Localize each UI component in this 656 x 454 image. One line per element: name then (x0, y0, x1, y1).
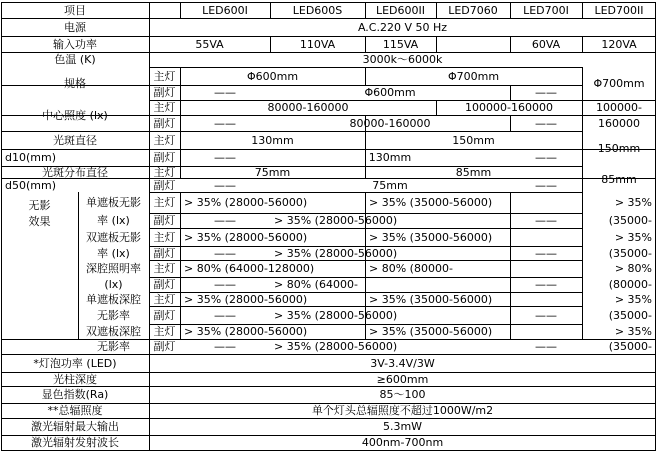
color-temp-label: 色温 (K) (54, 53, 96, 66)
shadowless-row-2-last-2: (80000- (608, 278, 652, 291)
shadowless-row-2-aux-dash: —— (214, 278, 236, 291)
shadowless-row-3-aux-dash: —— (214, 308, 236, 322)
column-depth-label: 光柱深度 (53, 372, 97, 386)
shadowless-row-3-name-1: 单遮板深腔 (86, 292, 141, 306)
shadowless-row-4-name-1: 双遮板深腔 (86, 325, 141, 338)
shadowless-row-2-last-1: > 80% (614, 262, 652, 275)
spot-dist-aux-role: 副灯 (153, 178, 176, 192)
illum-last-1: 100000- (596, 101, 642, 114)
shadowless-row-0-last-2: (35000- (608, 214, 652, 227)
shadowless-row-4-main-role: 主灯 (153, 325, 176, 338)
model-3: LED7060 (448, 3, 498, 17)
spec-main-role: 主灯 (153, 69, 176, 83)
shadowless-row-4-aux-dash-2: —— (535, 340, 557, 353)
shadowless-row-2-aux-role: 副灯 (153, 278, 176, 291)
shadowless-row-0-aux-role: 副灯 (153, 214, 176, 227)
shadowless-row-3-name-2: 无影率 (97, 308, 130, 322)
spot-dia-label: 光斑直径 (53, 133, 97, 147)
spec-aux: Φ600mm (364, 86, 416, 99)
input-power-1: 110VA (299, 37, 336, 51)
power-label: 电源 (64, 20, 86, 34)
spot-dist-aux: 75mm (372, 178, 408, 192)
shadowless-row-3-aux: > 35% (28000-56000) (274, 308, 398, 322)
spot-dia-aux-role: 副灯 (153, 151, 176, 164)
shadowless-row-2-name-2: (lx) (104, 278, 123, 291)
shadowless-row-0-last-1: > 35% (614, 196, 652, 209)
spot-dia-main-b: 150mm (452, 133, 495, 147)
shadowless-row-2-main-role: 主灯 (153, 262, 176, 275)
shadowless-row-1-aux-role: 副灯 (153, 246, 176, 260)
shadowless-row-0-aux: > 35% (28000-56000) (274, 214, 398, 227)
shadowless-row-1-main-a: > 35% (28000-56000) (184, 230, 308, 244)
spot-dia-aux: 130mm (368, 151, 412, 164)
spot-dist-label: 光斑分布直径 (42, 166, 108, 178)
shadowless-row-0-aux-dash-2: —— (535, 214, 557, 227)
shadowless-row-4-name-2: 无影率 (97, 340, 130, 353)
illum-main-a: 80000-160000 (267, 101, 349, 114)
shadowless-row-3-aux-dash-2: —— (535, 308, 557, 322)
shadowless-row-1-main-b: > 35% (35000-56000) (369, 230, 493, 244)
shadowless-row-2-main-a: > 80% (64000-128000) (184, 262, 315, 275)
shadowless-row-4-aux-role: 副灯 (153, 340, 176, 353)
laser-max-label: 激光辐射最大输出 (31, 420, 119, 433)
spot-dia-sub: d10(mm) (5, 151, 56, 164)
spot-dist-aux-dash: —— (214, 178, 236, 192)
shadowless-row-4-aux-dash: —— (214, 340, 236, 353)
irradiance-label: **总辐照度 (47, 404, 103, 417)
spot-dist-main-b: 85mm (455, 166, 492, 178)
spec-main-b: Φ700mm (447, 69, 500, 83)
irradiance-value: 单个灯头总辐照度不超过1000W/m2 (311, 404, 494, 417)
shadowless-row-1-aux: > 35% (28000-56000) (274, 246, 398, 260)
input-power-2: 115VA (382, 37, 419, 51)
shadowless-row-2-main-b: > 80% (80000- (369, 262, 453, 275)
spot-dist-aux-dash-2: —— (535, 178, 557, 192)
shadowless-row-4-aux: > 35% (28000-56000) (274, 340, 398, 353)
spot-dia-last: 150mm (597, 142, 641, 155)
power-value: A.C.220 V 50 Hz (357, 20, 448, 34)
spec-main-a: Φ600mm (246, 69, 299, 83)
spot-dia-aux-dash-2: —— (535, 151, 557, 164)
illum-label: 中心照度 (lx) (42, 109, 108, 122)
cri-label: 显色指数(Ra) (41, 388, 109, 401)
shadowless-row-2-aux-dash-2: —— (535, 278, 557, 291)
shadowless-row-4-last-1: > 35% (614, 325, 652, 338)
shadowless-label-1: 无影 (28, 199, 51, 212)
shadowless-row-0-name-1: 单遮板无影 (86, 196, 141, 209)
model-5: LED700II (594, 3, 644, 17)
shadowless-row-4-last-2: (35000- (608, 340, 652, 353)
illum-aux-dash: —— (214, 116, 236, 130)
model-2: LED600II (375, 3, 426, 17)
spec-aux-dash-2: —— (535, 86, 557, 99)
column-depth-value: ≥600mm (376, 372, 429, 386)
illum-last-2: 160000 (598, 116, 640, 130)
model-1: LED600S (292, 3, 343, 17)
cri-value: 85～100 (379, 388, 426, 401)
spec-aux-role: 副灯 (153, 86, 176, 99)
v-rule (436, 36, 437, 52)
model-4: LED700I (523, 3, 569, 17)
laser-wave-label: 激光辐射发射波长 (31, 436, 119, 449)
spot-dia-aux-dash: —— (214, 151, 236, 164)
illum-aux-dash-2: —— (535, 116, 557, 130)
shadowless-row-0-main-b: > 35% (35000-56000) (369, 196, 493, 209)
shadowless-row-1-name-1: 双遮板无影 (86, 230, 141, 244)
header-label: 项目 (64, 3, 86, 17)
shadowless-label-2: 效果 (28, 215, 51, 228)
laser-wave-value: 400nm-700nm (361, 436, 444, 449)
shadowless-row-3-main-b: > 35% (35000-56000) (369, 292, 493, 306)
input-power-4: 120VA (601, 37, 637, 51)
illum-main-b: 100000-160000 (465, 101, 553, 114)
laser-max-value: 5.3mW (382, 420, 423, 433)
shadowless-row-3-main-a: > 35% (28000-56000) (184, 292, 308, 306)
shadowless-row-0-name-2: 率 (lx) (97, 214, 130, 227)
shadowless-row-3-last-1: > 35% (614, 292, 652, 306)
spot-dist-main-role: 主灯 (153, 166, 176, 178)
input-power-label: 输入功率 (53, 37, 97, 51)
spec-label: 规格 (64, 77, 86, 90)
bulb-power-label: *灯泡功率 (LED) (33, 356, 117, 370)
spot-dia-main-role: 主灯 (153, 133, 176, 147)
shadowless-row-2-aux: > 80% (64000- (274, 278, 358, 291)
shadowless-row-0-main-role: 主灯 (153, 196, 176, 209)
shadowless-row-2-name-1: 深腔照明率 (86, 262, 141, 275)
spot-dist-main-a: 75mm (254, 166, 291, 178)
shadowless-row-3-last-2: (35000- (608, 308, 652, 322)
model-0: LED600I (202, 3, 248, 17)
spec-aux-dash: —— (214, 86, 236, 99)
shadowless-row-4-main-a: > 35% (28000-56000) (184, 325, 308, 338)
shadowless-row-1-main-role: 主灯 (153, 230, 176, 244)
spot-dist-last: 85mm (601, 172, 637, 186)
shadowless-row-1-aux-dash: —— (214, 246, 236, 260)
input-power-0: 55VA (195, 37, 224, 51)
spot-dist-sub: d50(mm) (5, 178, 56, 192)
shadowless-row-1-aux-dash-2: —— (535, 246, 557, 260)
shadowless-row-4-main-b: > 35% (35000-56000) (369, 325, 493, 338)
shadowless-row-1-name-2: 率 (lx) (97, 246, 130, 260)
color-temp-value: 3000k～6000k (362, 53, 443, 66)
shadowless-row-0-aux-dash: —— (214, 214, 236, 227)
shadowless-row-1-last-2: (35000- (608, 246, 652, 260)
illum-aux-role: 副灯 (153, 116, 176, 130)
spot-dia-main-a: 130mm (251, 133, 294, 147)
bulb-power-value: 3V-3.4V/3W (370, 356, 435, 370)
h-rule (1, 450, 656, 451)
illum-aux: 80000-160000 (349, 116, 431, 130)
shadowless-row-3-main-role: 主灯 (153, 292, 176, 306)
shadowless-row-1-last-1: > 35% (614, 230, 652, 244)
shadowless-row-0-main-a: > 35% (28000-56000) (184, 196, 308, 209)
illum-main-role: 主灯 (153, 101, 176, 114)
input-power-3: 60VA (531, 37, 561, 51)
shadowless-row-3-aux-role: 副灯 (153, 308, 176, 322)
spec-last: Φ700mm (593, 77, 645, 90)
